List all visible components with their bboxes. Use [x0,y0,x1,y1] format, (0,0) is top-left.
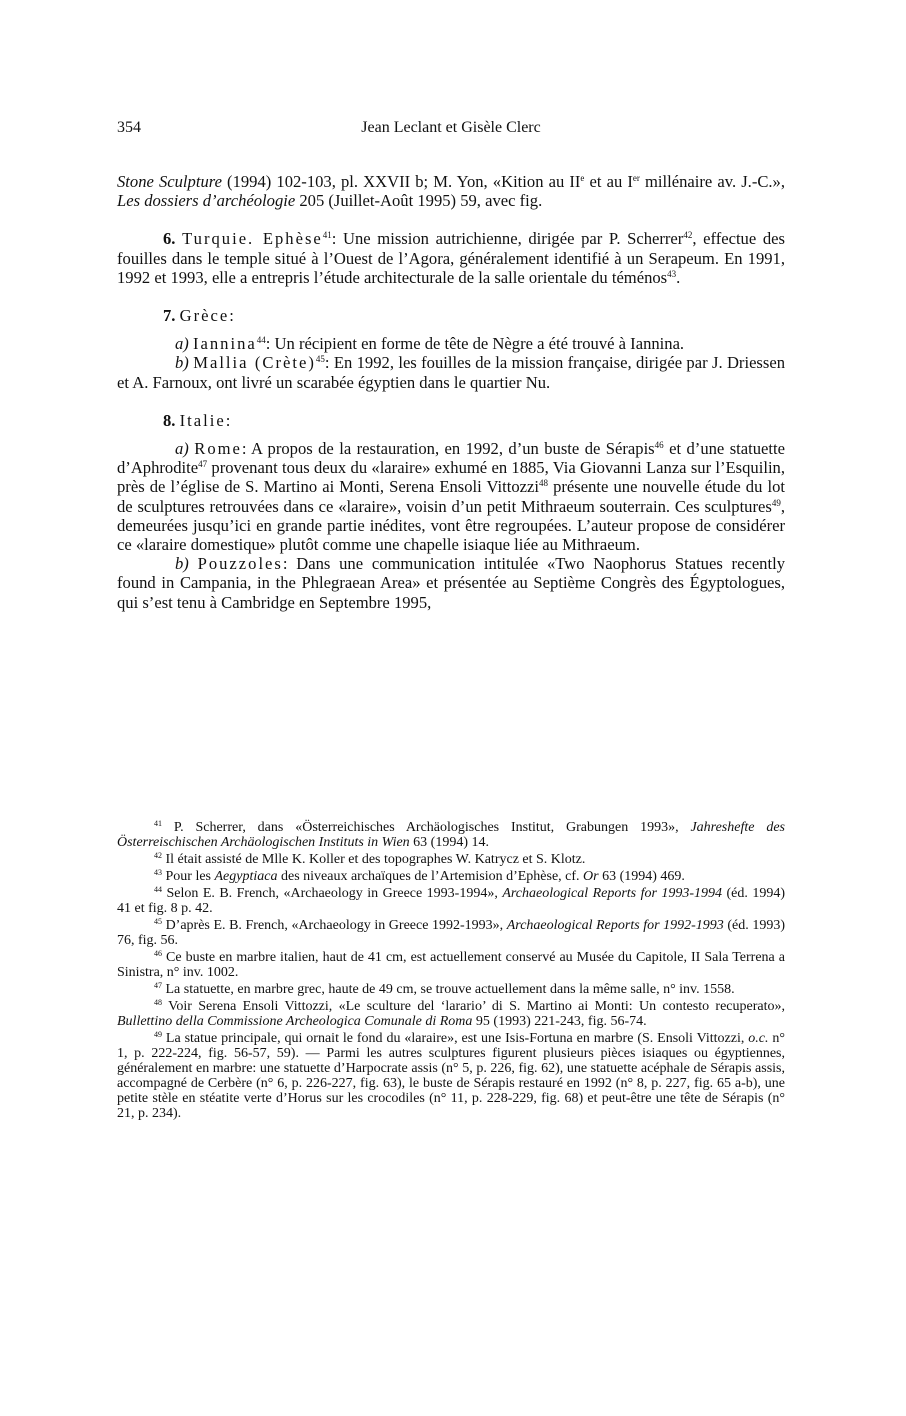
place-name: Turquie. Ephèse [182,229,323,249]
footnote-ref[interactable]: 41 [322,230,332,241]
superscript: er [632,173,640,183]
text-run: Il était assisté de Mlle K. Koller et des topographes W. Katrycz et S. Klotz. [162,852,586,867]
footnote-ref[interactable]: 47 [198,459,208,470]
spacer [117,287,785,306]
spacer [117,392,785,411]
footnote-ref[interactable]: 45 [315,354,325,365]
section-number: 7. [163,306,176,326]
text-run: : A propos de la restauration, en 1992, d’un buste de Sérapis [241,439,655,459]
text-run: : En 1992, les fouilles de la mission française, dirigée par J. Driessen et A. Farnoux, ont livré un scarabée égyptien dans le quartier Nu. [117,353,786,392]
footnote-ref[interactable]: 46 [654,440,664,451]
page-header [117,119,785,143]
italic-title: o.c. [748,1031,769,1046]
text-run: . [676,267,681,287]
footnote-ref[interactable]: 43 [667,268,677,279]
text-run: millénaire av. J.-C.», [639,172,786,191]
place-name: Grèce: [179,306,236,326]
italic-title: Archaeological Reports for 1992-1993 [506,918,724,933]
footnote-ref[interactable]: 42 [683,230,693,241]
text-run: des niveaux archaïques de l’Artemision d’Ephèse, cf. [277,869,584,884]
text-run: et au I [584,172,633,191]
text-run: 63 (1994) 14. [409,835,489,850]
footnote-44 [117,886,785,916]
place-name: Italie: [179,410,233,430]
footnote-41 [117,820,785,850]
spacer [117,210,785,229]
place-name: Iannina [192,334,257,354]
text-run: P. Scherrer, dans «Österreichisches Archäologisches Institut, Grabungen 1993», [162,820,691,835]
footnote-ref[interactable]: 48 [539,478,548,489]
footnote-number: 42 [154,851,162,860]
italic-title: Les dossiers d’archéologie [117,191,296,211]
section-8a [117,439,785,554]
text-run: La statue principale, qui ornait le fond du «laraire», est une Isis-Fortuna en marbre (S. Ensoli Vittozzi, [162,1031,749,1046]
footnote-number: 48 [154,998,162,1007]
item-label: a) [175,439,189,459]
footnote-43 [117,869,785,884]
superscript: e [580,173,585,183]
footnote-number: 45 [154,917,162,926]
place-name: Rome [194,439,242,459]
footnote-number: 43 [154,868,162,877]
item-label: b) [175,554,189,574]
footnote-49 [117,1031,785,1121]
spacer [117,430,785,439]
italic-title: Bullettino della Commissione Archeologica Comunale di Roma [117,1014,473,1029]
italic-title: Jahreshefte des Österreischischen Archäologischen Instituts in Wien [117,820,785,850]
item-label: a) [175,334,189,354]
footnote-number: 46 [154,949,162,958]
text-run: , effectue des fouilles dans le temple situé à l’Ouest de l’Agora, généralement identifié à un Serapeum. En 1991, 1992 et 1993, elle a entrepris l’étude architecturale de la salle orientale du téménos [117,229,785,287]
place-name: Mallia (Crète) [193,353,316,373]
page-number: 354 [117,119,141,136]
footnote-ref[interactable]: 44 [256,335,266,346]
section-7a [117,334,785,353]
footnote-47 [117,982,785,997]
section-7-heading [117,306,785,325]
spacer [117,325,785,334]
text-run: 205 (Juillet-Août 1995) 59, avec fig. [295,191,543,211]
text-run: provenant tous deux du «laraire» exhumé en 1885, Via Giovanni Lanza sur l’Esquilin, près de l’église de S. Martino ai Monti, Serena Ensoli Vittozzi [117,458,785,497]
text-run: et d’une statuette d’Aphrodite [117,439,785,478]
text-run: n° 1, p. 222-224, fig. 56-57, 59). — Parmi les autres sculptures figurent plusieurs pièces isiaques ou égyptiennes, généralement en marbre: une statuette d’Harpocrate assis (n° 5, p. 226, fig. 62), une statuette acéphale de Sérapis assis, accompagné de Cerbère (n° 6, p. 226-227, fig. 63), le buste de Sérapis restauré en 1992 (n° 8, p. 227, fig. 65 a-b), une petite stèle en stéatite verte d’Horus sur les crocodiles (n° 11, p. 228-229, fig. 68) et peut-être une tête de Sérapis (n° 21, p. 234). [117,1031,785,1121]
place-name: Pouzzoles [197,554,283,574]
section-number: 8. [163,410,176,430]
footnote-42 [117,852,785,867]
footnote-number: 44 [154,885,162,894]
section-number: 6. [163,229,176,249]
running-head: Jean Leclant et Gisèle Clerc [361,119,541,136]
text-run: : Un récipient en forme de tête de Nègre a été trouvé à Iannina. [265,334,685,354]
footnotes [117,820,785,1123]
section-8-heading [117,411,785,430]
footnote-ref[interactable]: 49 [771,497,781,508]
footnote-46 [117,950,785,980]
footnote-number: 49 [154,1030,162,1039]
text-run: La statuette, en marbre grec, haute de 49 cm, se trouve actuellement dans la même salle, n° inv. 1558. [162,982,735,997]
main-text [117,172,785,612]
italic-title: Stone Sculpture [117,172,222,191]
text-run: : Dans une communication intitulée «Two Naophorus Statues recently found in Campania, in the Phlegraean Area» et présentée au Septième Congrès des Égyptologues, qui s’est tenu à Cambridge en Septembre 1995, [117,554,785,612]
italic-title: Or [583,869,599,884]
footnote-number: 47 [154,981,162,990]
section-8b [117,554,785,612]
section-6 [117,229,785,287]
text-run: présente une nouvelle étude du lot de sculptures retrouvées dans ce «laraire», voisin d’un petit Mithraeum souterrain. Ces sculptures [117,477,785,516]
footnote-48 [117,999,785,1029]
text-run: : Une mission autrichienne, dirigée par P. Scherrer [331,229,684,249]
text-run: D’après E. B. French, «Archaeology in Greece 1992-1993», [162,918,507,933]
text-run: Selon E. B. French, «Archaeology in Greece 1993-1994», [162,886,503,901]
text-run: (éd. 1994) 41 et fig. 8 p. 42. [117,886,786,916]
text-run: (éd. 1993) 76, fig. 56. [117,918,786,948]
text-run: 95 (1993) 221-243, fig. 56-74. [472,1014,647,1029]
section-7b [117,353,785,391]
text-run: Pour les [162,869,215,884]
footnote-number: 41 [154,819,162,828]
italic-title: Archaeological Reports for 1993-1994 [502,886,723,901]
italic-title: Aegyptiaca [214,869,278,884]
carryover-paragraph [117,172,785,210]
footnote-45 [117,918,785,948]
text-run: , demeurées jusqu’ici en grande partie inédites, vont être regroupées. L’auteur propose de considérer ce «laraire domestique» plutôt comme une chapelle isiaque liée au Mithraeum. [117,496,785,555]
text-run: Ce buste en marbre italien, haut de 41 cm, est actuellement conservé au Musée du Capitole, II Sala Terrena a Sinistra, n° inv. 1002. [117,950,785,980]
text-run: Voir Serena Ensoli Vittozzi, «Le sculture del ‘larario’ di S. Martino ai Monti: Un contesto recuperato», [162,999,785,1014]
item-label: b) [175,353,189,373]
text-run: (1994) 102-103, pl. XXVII b; M. Yon, «Kition au II [221,172,581,191]
text-run: 63 (1994) 469. [598,869,685,884]
